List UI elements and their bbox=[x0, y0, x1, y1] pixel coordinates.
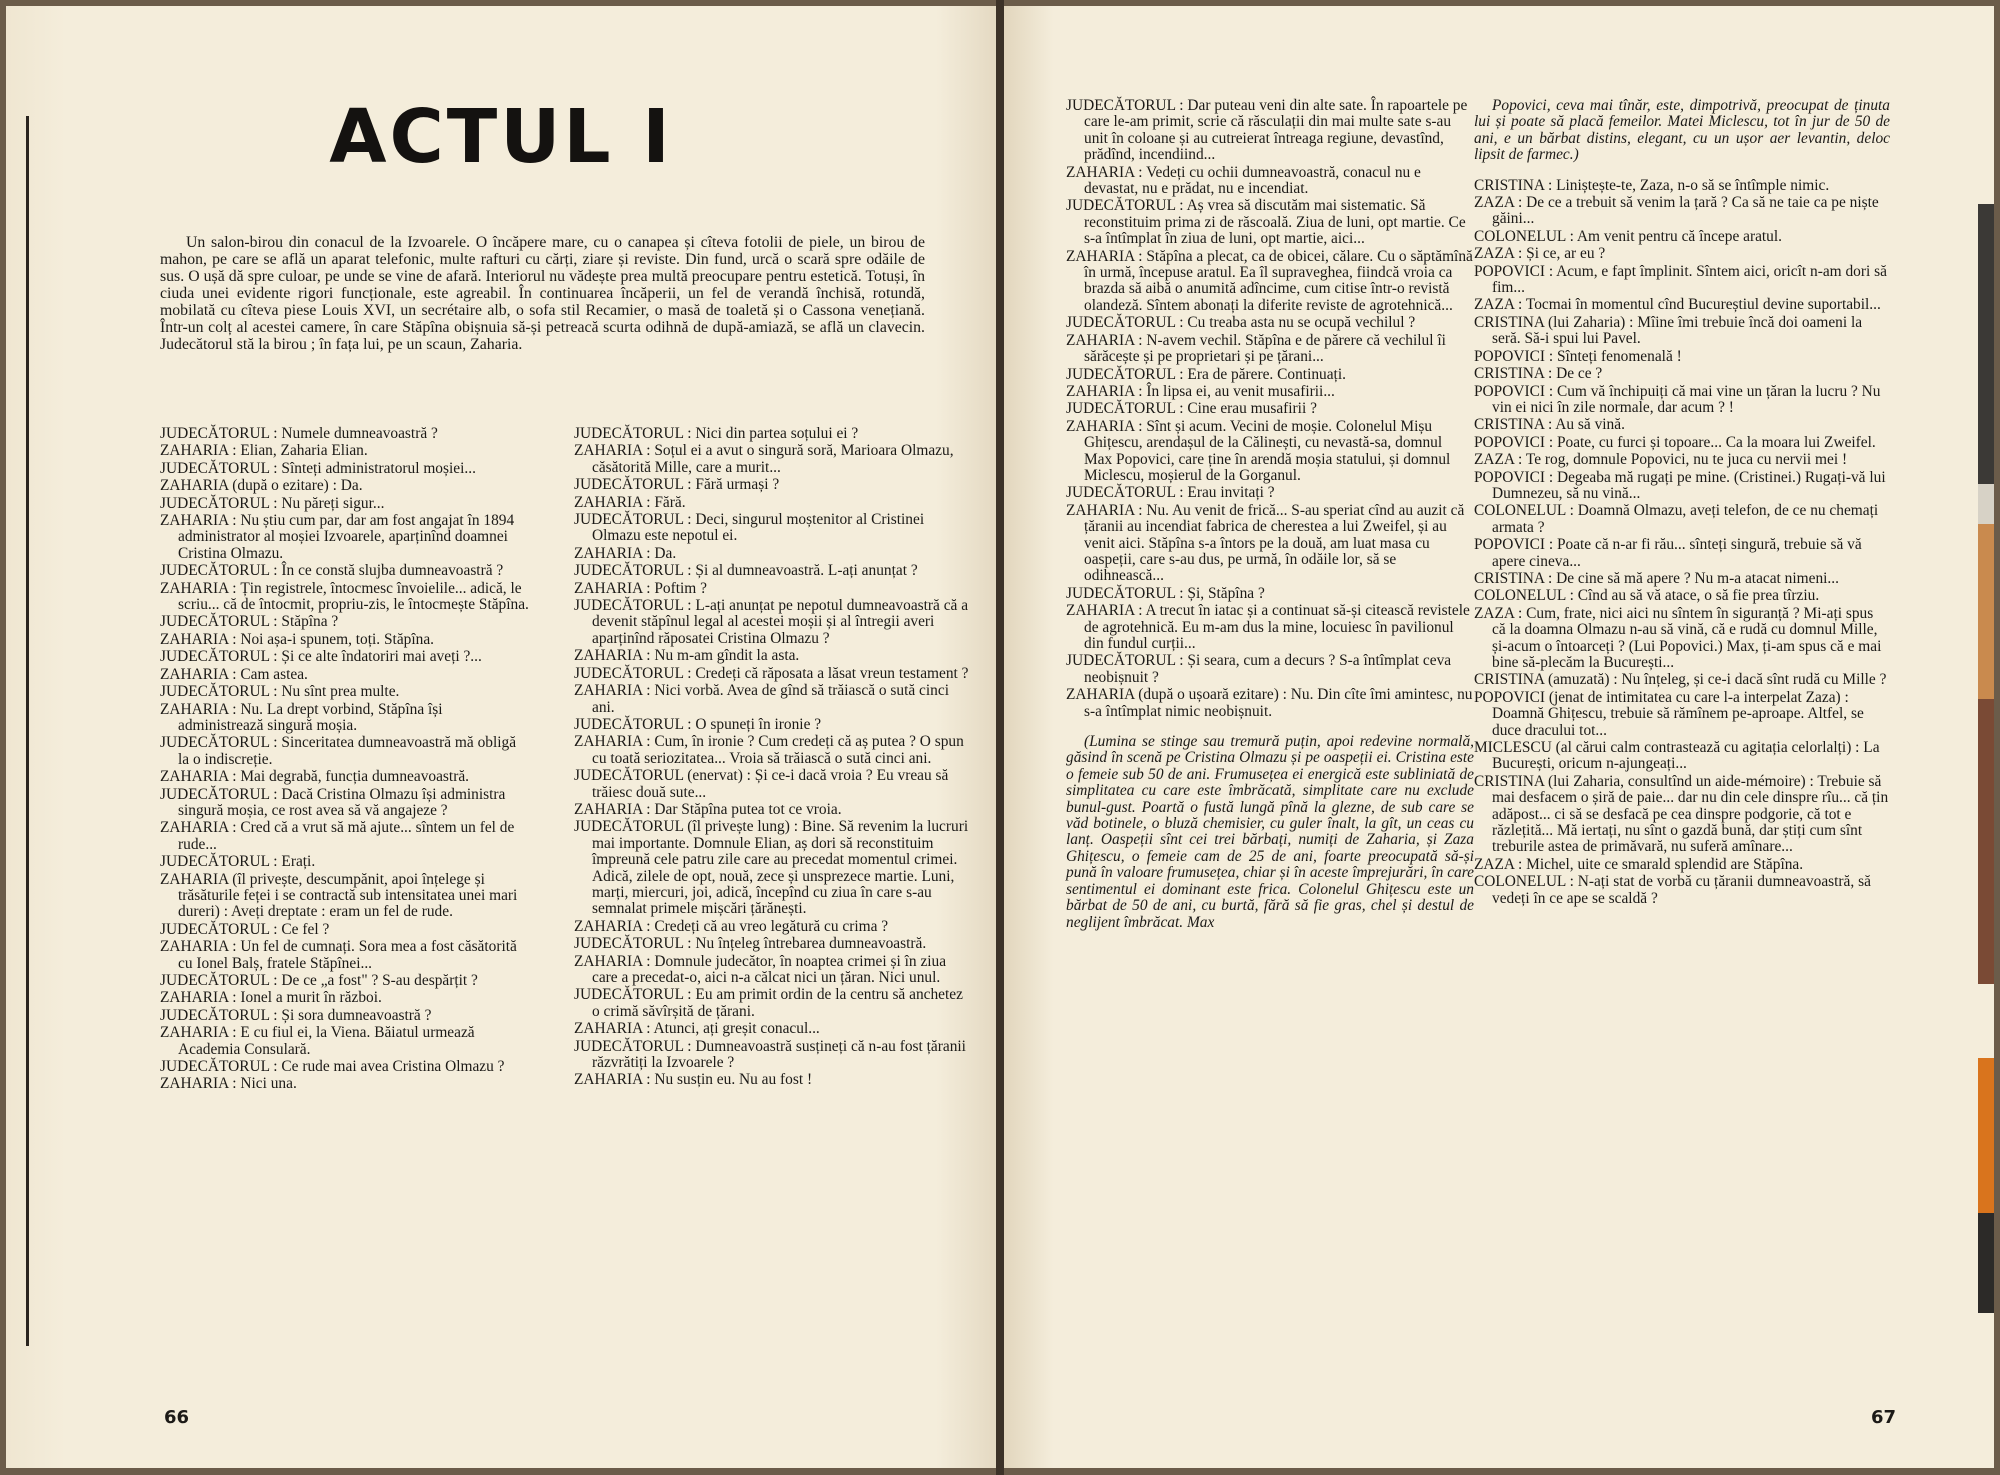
dialogue-line: JUDECĂTORUL : Stăpîna ? bbox=[160, 613, 339, 631]
dialogue-line: JUDECĂTORUL : O spuneți în ironie ? bbox=[574, 715, 822, 733]
dialogue-line: ZAZA : Michel, uite ce smarald splendid are Stăpîna. bbox=[1474, 855, 1804, 873]
dialogue-line: ZAHARIA (îl privește, descumpănit, apoi înțelege și trăsăturile feței i se contractă sub intensitatea unei mari dureri) : Aveți dreptate : eram un fel de rude. bbox=[160, 870, 518, 921]
dialogue-lines-right-2 bbox=[1474, 178, 1890, 907]
dialogue-line: CRISTINA : De ce ? bbox=[1474, 365, 1603, 383]
dialogue-line: ZAHARIA : În lipsa ei, au venit musafirii... bbox=[1066, 382, 1335, 400]
stage-direction-continued: Popovici, ceva mai tînăr, este, dimpotrivă, preocupat de ținuta lui și poate să placă femeilor. Matei Miclescu, tot în jur de 50 de ani, e un bărbat distins, elegant, cu un ușor aer levantin, deloc lipsit de farmec.) bbox=[1474, 97, 1890, 164]
dialogue-line: JUDECĂTORUL : Aș vrea să discutăm mai sistematic. Să reconstituim prima zi de răscoală. Ziua de luni, opt martie. Ce s-a întîmplat în ziua de luni, opt martie, aici... bbox=[1066, 197, 1466, 248]
dialogue-line: JUDECĂTORUL (enervat) : Și ce-i dacă vroia ? Eu vreau să trăiesc două sute... bbox=[574, 767, 949, 801]
dialogue-lines-right-1 bbox=[1066, 98, 1474, 720]
dialogue-line: CRISTINA (amuzată) : Nu înțeleg, și ce-i dacă sînt rudă cu Mille ? bbox=[1474, 671, 1887, 689]
dialogue-line: JUDECĂTORUL : Și sora dumneavoastră ? bbox=[160, 1006, 432, 1024]
dialogue-line: JUDECĂTORUL : Era de părere. Continuați. bbox=[1066, 365, 1346, 383]
stage-direction: (Lumina se stinge sau tremură puțin, apoi redevine normală, găsind în scenă pe Cristina Olmazu și pe oaspeții ei. Cristina este o femeie sub 50 de ani. Frumusețea ei energică este subliniată de simplitatea cu care este îmbrăcată, simplitate care nu exclude bunul-gust. Poartă o fustă lungă pînă la glezne, de sub care se văd botinele, o bluză chemisier, cu guler înalt, la gît, un ceas cu lanț. Oaspeții sînt cei trei bărbați, numiți de Zaharia, și Zaza Ghițescu, o femeie cam de 25 de ani, foarte preocupată să-și pună în valoare frumusețea, chiar și în aceste împrejurări, în care sentimentul ei dominant este frica. Colonelul Ghițescu este un bărbat de 50 de ani, cu burtă, fără să fie gras, chel și destul de neglijent îmbrăcat. Max bbox=[1066, 733, 1474, 931]
right-page bbox=[1004, 6, 1994, 1468]
dialogue-line: ZAHARIA : Dar Stăpîna putea tot ce vroia. bbox=[574, 800, 842, 818]
dialogue-line: COLONELUL : Cînd au să vă atace, o să fie prea tîrziu. bbox=[1474, 587, 1820, 605]
dialogue-line: ZAHARIA : Nu. Au venit de frică... S-au speriat cînd au auzit că țăranii au incendiat fabrica de cherestea a lui Zweifel, și au venit aici. Stăpîna s-a întors pe la două, am luat masa cu oaspeții, care s-au dus, pe urmă, în odăile lor, să se odihnească... bbox=[1066, 501, 1465, 585]
dialogue-line: ZAHARIA : Domnule judecător, în noaptea crimei și în ziua care a precedat-o, aici n-a călcat nici un țăran. Nici unul. bbox=[574, 952, 947, 986]
dialogue-line: ZAHARIA : Mai degrabă, funcția dumneavoastră. bbox=[160, 768, 469, 786]
page-number-right: 67 bbox=[1870, 1407, 1896, 1428]
dialogue-line: ZAHARIA : Credeți că au vreo legătură cu crima ? bbox=[574, 917, 889, 935]
dialogue-line: ZAHARIA : Ionel a murit în război. bbox=[160, 989, 382, 1007]
dialogue-line: ZAHARIA : E cu fiul ei, la Viena. Băiatul urmează Academia Consulară. bbox=[160, 1024, 475, 1058]
dialogue-line: ZAHARIA : Vedeți cu ochii dumneavoastră, conacul nu e devastat, nu e prădat, nu e incendiat. bbox=[1066, 163, 1421, 198]
dialogue-line: JUDECĂTORUL : Nu înțeleg întrebarea dumneavoastră. bbox=[574, 935, 927, 953]
dialogue-line: ZAHARIA : A trecut în iatac și a continuat să-și citească revistele de agrotehnică. Eu m-am dus la mine, locuiesc în pavilionul din fundul curții... bbox=[1066, 602, 1470, 652]
page-edge-strip bbox=[1978, 1213, 1994, 1313]
dialogue-line: ZAHARIA : Nici una. bbox=[160, 1075, 297, 1093]
dialogue-line: POPOVICI : Acum, e fapt împlinit. Sîntem aici, oricît n-am dori să fim... bbox=[1474, 262, 1887, 297]
dialogue-line: ZAHARIA : Stăpîna a plecat, ca de obicei, călare. Cu o săptămînă în urmă, începuse aratul. Ea îl supraveghea, fiindcă vroia ca brazda să aibă o anumită adîncime, cum citise într-o revistă olandeză. Sîntem abonați la diferite reviste de agrotehnică... bbox=[1066, 247, 1473, 314]
dialogue-line: MICLESCU (al cărui calm contrastează cu agitația celorlalți) : La București, oricum n-ajungeați... bbox=[1474, 739, 1880, 773]
dialogue-line: JUDECĂTORUL : Nu păreți sigur... bbox=[160, 494, 385, 512]
dialogue-line: JUDECĂTORUL : Deci, singurul moștenitor al Cristinei Olmazu este nepotul ei. bbox=[574, 511, 925, 545]
dialogue-line: JUDECĂTORUL : Sînteți administratorul moșiei... bbox=[160, 459, 476, 477]
dialogue-line: ZAHARIA : Nu știu cum par, dar am fost angajat în 1894 administrator al moșiei Izvoarele, aparținînd doamnei Cristina Olmazu. bbox=[160, 512, 515, 562]
dialogue-line: ZAHARIA : Da. bbox=[574, 544, 677, 562]
dialogue-line: JUDECĂTORUL : Cine erau musafirii ? bbox=[1066, 400, 1317, 418]
dialogue-line: CRISTINA : De cine să mă apere ? Nu m-a atacat nimeni... bbox=[1474, 569, 1839, 587]
dialogue-line: JUDECĂTORUL : Erau invitați ? bbox=[1066, 484, 1275, 502]
stage-intro: Un salon-birou din conacul de la Izvoarele. O încăpere mare, cu o canapea și cîteva fotolii de piele, un birou de mahon, pe care se află un aparat telefonic, multe rafturi cu cărți, ziare și reviste. Din fund, urcă o scară spre odăile de sus. O ușă dă spre culoar, pe unde se vine de afară. Interiorul nu vădește prea multă preocupare pentru estetică. Totuși, în ciuda unei evidente rigori funcționale, este agreabil. În continuarea încăperii, un fel de verandă închisă, rotundă, mobilată cu cîteva piese Louis XVI, un secrétaire alb, o sofa stil Recamier, o masă de toaletă și o Cassona venețiană. Într-un colț al acestei camere, în care Stăpîna obișnuia să-și petreacă scurta odihnă de după-amiază, se află un clavecin. Judecătorul stă la birou ; în fața lui, pe un scaun, Zaharia. bbox=[160, 233, 925, 353]
dialogue-line: POPOVICI : Sînteți fenomenală ! bbox=[1474, 347, 1682, 365]
dialogue-line: ZAHARIA : Un fel de cumnați. Sora mea a fost căsătorită cu Ionel Balș, fratele Stăpînei... bbox=[160, 938, 517, 972]
dialogue-line: ZAZA : Tocmai în momentul cînd Bucureștiul devine suportabil... bbox=[1474, 296, 1881, 314]
dialogue-line: ZAHARIA : Cam astea. bbox=[160, 665, 308, 683]
page-edge-strip bbox=[1978, 1058, 1994, 1213]
page-number-left: 66 bbox=[164, 1407, 190, 1428]
left-page bbox=[6, 6, 996, 1468]
dialogue-line: CRISTINA (lui Zaharia, consultînd un aide-mémoire) : Trebuie să mai desfacem o șiră de paie... dar nu din cele dinspre rîu... că țin adăpost... ci să se desfacă pe cea dinspre podgorie, că tot e răzlețită... Mă iertați, nu sînt o gazdă bună, dar știți cum sînt treburile astea de primăvară, nu suferă amînare... bbox=[1474, 772, 1889, 856]
dialogue-line: ZAZA : Și ce, ar eu ? bbox=[1474, 245, 1606, 263]
dialogue-line: JUDECĂTORUL : Erați. bbox=[160, 853, 316, 871]
dialogue-line: ZAHARIA : Nu. La drept vorbind, Stăpîna își administrează singură moșia. bbox=[160, 700, 443, 734]
dialogue-line: JUDECĂTORUL : Sinceritatea dumneavoastră mă obligă la o indiscreție. bbox=[160, 734, 517, 768]
page-edge-strip bbox=[1978, 524, 1994, 699]
dialogue-line: ZAHARIA (după o ușoară ezitare) : Nu. Din cîte îmi amintesc, nu s-a întîmplat nimic neobișnuit. bbox=[1066, 686, 1473, 720]
dialogue-line: JUDECĂTORUL : Dumneavoastră susțineți că n-au fost țăranii răzvrătiți la Izvoarele ? bbox=[574, 1037, 966, 1072]
dialogue-line: ZAHARIA : Nu susțin eu. Nu au fost ! bbox=[574, 1071, 813, 1089]
dialogue-line: ZAHARIA : Elian, Zaharia Elian. bbox=[160, 442, 368, 460]
dialogue-line: POPOVICI : Poate că n-ar fi rău... sînteți singură, trebuie să vă apere cineva... bbox=[1474, 536, 1862, 570]
dialogue-line: ZAHARIA : Fără. bbox=[574, 493, 686, 511]
dialogue-line: JUDECĂTORUL : Ce fel ? bbox=[160, 920, 330, 938]
dialogue-line: JUDECĂTORUL : De ce „a fost" ? S-au despărțit ? bbox=[160, 972, 478, 989]
dialogue-line: COLONELUL : Am venit pentru că începe aratul. bbox=[1474, 227, 1782, 245]
dialogue-line: ZAHARIA : Soțul ei a avut o singură soră, Marioara Olmazu, căsătorită Mille, care a murit... bbox=[574, 442, 954, 476]
dialogue-line: ZAHARIA : N-avem vechil. Stăpîna e de părere că vechilul îi sărăcește și pe proprietari și pe țărani... bbox=[1066, 331, 1446, 366]
dialogue-line: ZAHARIA : Nu m-am gîndit la asta. bbox=[574, 647, 800, 665]
dialogue-line: JUDECĂTORUL : Credeți că răposata a lăsat vreun testament ? bbox=[574, 664, 969, 682]
dialogue-line: ZAHARIA : Atunci, ați greșit conacul... bbox=[574, 1020, 820, 1038]
dialogue-line: COLONELUL : Doamnă Olmazu, aveți telefon, de ce nu chemați armata ? bbox=[1474, 502, 1879, 536]
page-edge-strip bbox=[1978, 484, 1994, 524]
dialogue-line: JUDECĂTORUL : Și al dumneavoastră. L-ați anunțat ? bbox=[574, 562, 918, 580]
dialogue-line: ZAHARIA : Țin registrele, întocmesc învoielile... adică, le scriu... că de întocmit, propriu-zis, le întocmește Stăpîna. bbox=[160, 579, 529, 614]
dialogue-line: POPOVICI (jenat de intimitatea cu care l-a interpelat Zaza) : Doamnă Ghițescu, trebuie să rămînem pe-aproape. Altfel, se duce dracului tot... bbox=[1474, 688, 1864, 739]
dialogue-column-left-2 bbox=[574, 426, 974, 1090]
dialogue-column-left-1 bbox=[160, 426, 530, 1094]
dialogue-line: JUDECĂTORUL : Dacă Cristina Olmazu își administra singură moșia, ce rost avea să vă angajeze ? bbox=[160, 785, 506, 819]
dialogue-line: ZAHARIA : Cum, în ironie ? Cum credeți că aș putea ? O spun cu toată seriozitatea... Vroia să trăiască o sută cinci ani. bbox=[574, 733, 964, 767]
dialogue-line: JUDECĂTORUL : Și seara, cum a decurs ? S-a întîmplat ceva neobișnuit ? bbox=[1066, 652, 1452, 686]
page-edge-strip bbox=[1978, 204, 1994, 484]
dialogue-line: ZAHARIA : Cred că a vrut să mă ajute... sîntem un fel de rude... bbox=[160, 819, 515, 853]
dialogue-line: CRISTINA : Liniștește-te, Zaza, n-o să se întîmple nimic. bbox=[1474, 176, 1830, 194]
page-crease bbox=[26, 116, 29, 1346]
dialogue-line: JUDECĂTORUL : Și ce alte îndatoriri mai aveți ?... bbox=[160, 648, 482, 666]
dialogue-line: JUDECĂTORUL : Cu treaba asta nu se ocupă vechilul ? bbox=[1066, 314, 1416, 332]
dialogue-line: JUDECĂTORUL : Dar puteau veni din alte sate. În rapoartele pe care le-am primit, scrie că răsculații din mai multe sate s-au unit în coloane și au cutreierat întreaga regiune, devastînd, prădînd, incendiind... bbox=[1066, 97, 1468, 164]
act-title: ACTUL I bbox=[329, 94, 673, 180]
dialogue-line: JUDECĂTORUL : Nu sînt prea multe. bbox=[160, 683, 400, 701]
dialogue-line: ZAZA : Cum, frate, nici aici nu sîntem în siguranță ? Mi-ați spus că la doamna Olmazu n-au să vină, că e rudă cu domnul Mille, și-acum o întoarceți ? (Lui Popovici.) Max, ți-am spus că e mai bine să-plecăm la București... bbox=[1474, 604, 1882, 671]
dialogue-line: JUDECĂTORUL (îl privește lung) : Bine. Să revenim la lucruri mai importante. Domnule Elian, aș dori să reconstituim împreună cele patru zile care au precedat momentul crimei. Adică, zilele de opt, nouă, zece și unsprezece martie. Luni, marți, miercuri, joi, adică, începînd cu ziua în care s-au semnalat primele mișcări țărănești. bbox=[574, 818, 969, 918]
dialogue-line: COLONELUL : N-ați stat de vorbă cu țăranii dumneavoastră, să vedeți în ce ape se scaldă ? bbox=[1474, 873, 1871, 907]
dialogue-line: POPOVICI : Poate, cu furci și topoare... Ca la moara lui Zweifel. bbox=[1474, 433, 1876, 451]
dialogue-line: ZAZA : Te rog, domnule Popovici, nu te juca cu nervii mei ! bbox=[1474, 451, 1848, 469]
dialogue-line: JUDECĂTORUL : L-ați anunțat pe nepotul dumneavoastră că a devenit stăpînul legal al acestei moșii și al întregii averi aparținînd răposatei Cristina Olmazu ? bbox=[574, 597, 969, 647]
dialogue-line: CRISTINA (lui Zaharia) : Mîine îmi trebuie încă doi oameni la seră. Să-i spui lui Pavel. bbox=[1474, 313, 1863, 348]
dialogue-line: POPOVICI : Cum vă închipuiți că mai vine un țăran la lucru ? Nu vin ei nici în zile normale, dar acum ? ! bbox=[1474, 382, 1881, 416]
dialogue-line: JUDECĂTORUL : Fără urmași ? bbox=[574, 476, 780, 494]
dialogue-line: ZAHARIA : Sînt și acum. Vecini de moșie. Colonelul Mișu Ghițescu, arendașul de la Călinești, cu nevastă-sa, domnul Max Popovici, care ține în arendă moșia statului, și domnul Miclescu, moșierul de la Gorganul. bbox=[1066, 417, 1451, 484]
dialogue-line: ZAHARIA : Nici vorbă. Avea de gînd să trăiască o sută cinci ani. bbox=[574, 682, 949, 716]
dialogue-line: ZAHARIA : Poftim ? bbox=[574, 579, 707, 597]
dialogue-line: ZAZA : De ce a trebuit să venim la țară ? Ca să ne taie ca pe niște găini... bbox=[1474, 194, 1879, 228]
dialogue-line: JUDECĂTORUL : Ce rude mai avea Cristina Olmazu ? bbox=[160, 1058, 505, 1076]
dialogue-line: JUDECĂTORUL : Nici din partea soțului ei ? bbox=[574, 425, 859, 442]
dialogue-column-right-2 bbox=[1474, 98, 1890, 908]
book-gutter bbox=[996, 0, 1004, 1475]
dialogue-line: CRISTINA : Au să vină. bbox=[1474, 416, 1625, 434]
dialogue-line: JUDECĂTORUL : Eu am primit ordin de la centru să anchetez o crimă săvîrșită de țărani. bbox=[574, 986, 963, 1020]
dialogue-line: JUDECĂTORUL : Și, Stăpîna ? bbox=[1066, 584, 1265, 602]
dialogue-line: ZAHARIA (după o ezitare) : Da. bbox=[160, 477, 363, 495]
page-edge-strip bbox=[1978, 699, 1994, 984]
dialogue-line: JUDECĂTORUL : Numele dumneavoastră ? bbox=[160, 425, 438, 442]
dialogue-line: POPOVICI : Degeaba mă rugați pe mine. (Cristinei.) Rugați-vă lui Dumnezeu, să nu vină... bbox=[1474, 468, 1886, 502]
dialogue-line: JUDECĂTORUL : În ce constă slujba dumneavoastră ? bbox=[160, 562, 504, 580]
dialogue-line: ZAHARIA : Noi așa-i spunem, toți. Stăpîna. bbox=[160, 630, 435, 648]
dialogue-column-right-1 bbox=[1066, 98, 1474, 945]
